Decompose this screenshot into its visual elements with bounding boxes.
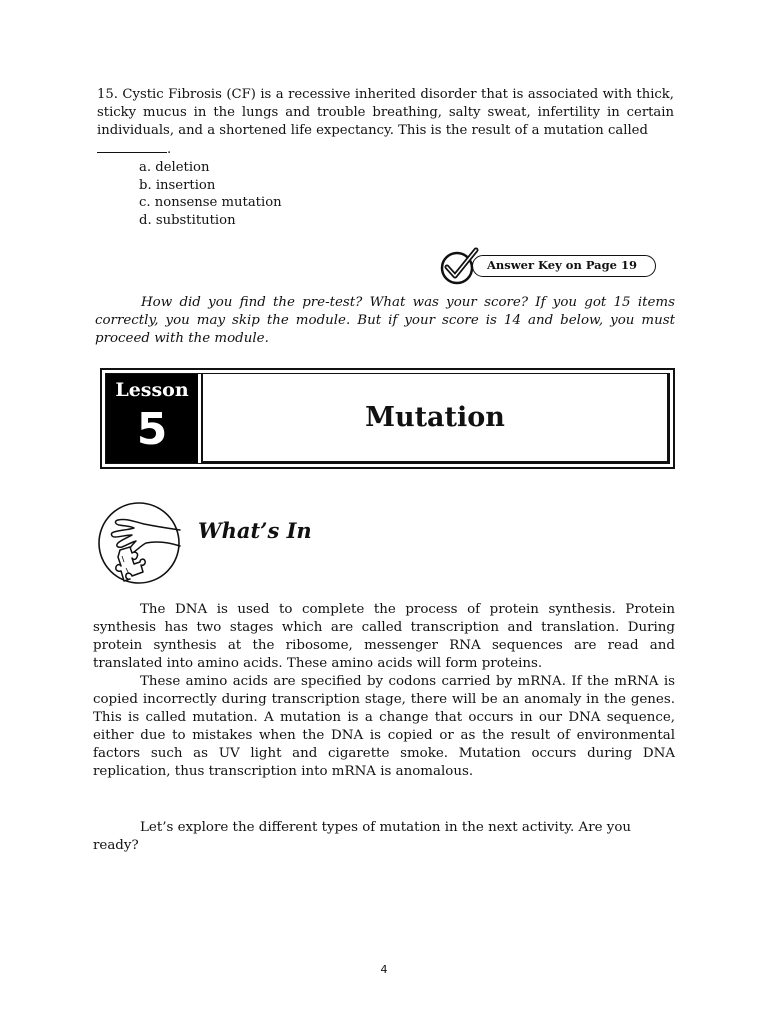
lesson-header	[100, 368, 675, 469]
whats-in-title: What’s In	[198, 518, 312, 543]
answer-key-callout	[440, 246, 660, 286]
choice-a: a. deletion	[139, 160, 210, 175]
answer-choices	[97, 159, 674, 229]
question-15	[97, 86, 674, 229]
answer-blank	[97, 140, 167, 153]
whats-in-body	[93, 601, 675, 781]
lesson-badge	[106, 374, 198, 463]
check-mark-icon	[440, 246, 482, 286]
answer-key-label: Answer Key on Page 19	[472, 255, 656, 277]
hand-puzzle-piece-icon	[96, 500, 182, 586]
body-paragraph-1: The DNA is used to complete the process of protein synthesis. Protein synthesis has two stages which are called transcription and translation. During protein synthesis at the ribosome, messenger RNA sequences are read and translated into amino acids. These amino acids will form proteins.	[93, 602, 675, 671]
question-stem: 15. Cystic Fibrosis (CF) is a recessive inherited disorder that is associated with thick, sticky mucus in the lungs and trouble breathing, salty sweat, infertility in certain individuals, and a shortened life expectancy. This is the result of a mutation called	[97, 87, 674, 138]
lesson-title-box	[201, 374, 670, 464]
question-text	[97, 86, 674, 159]
lesson-number: 5	[136, 404, 168, 455]
closing-prompt: Let’s explore the different types of mutation in the next activity. Are you ready?	[93, 820, 632, 853]
body-paragraph-2: These amino acids are specified by codons carried by mRNA. If the mRNA is copied incorrectly during transcription stage, there will be an anomaly in the genes. This is called mutation. A mutation is a change that occurs in our DNA sequence, either due to mistakes when the DNA is copied or as the result of environmental factors such as UV light and cigarette smoke. Mutation occurs during DNA replication, thus transcription into mRNA is anomalous.	[93, 674, 675, 779]
pretest-note: How did you find the pre-test? What was your score? If you got 15 items correctly, you may skip the module. But if your score is 14 and below, you must proceed with the module.	[95, 295, 675, 346]
lesson-word: Lesson	[115, 379, 189, 401]
blank-period: .	[167, 142, 172, 157]
choice-d: d. substitution	[139, 212, 236, 228]
page-number: 4	[380, 963, 388, 976]
lesson-title: Mutation	[365, 402, 505, 433]
choice-c: c. nonsense mutation	[139, 195, 282, 210]
choice-b: b. insertion	[139, 177, 216, 193]
